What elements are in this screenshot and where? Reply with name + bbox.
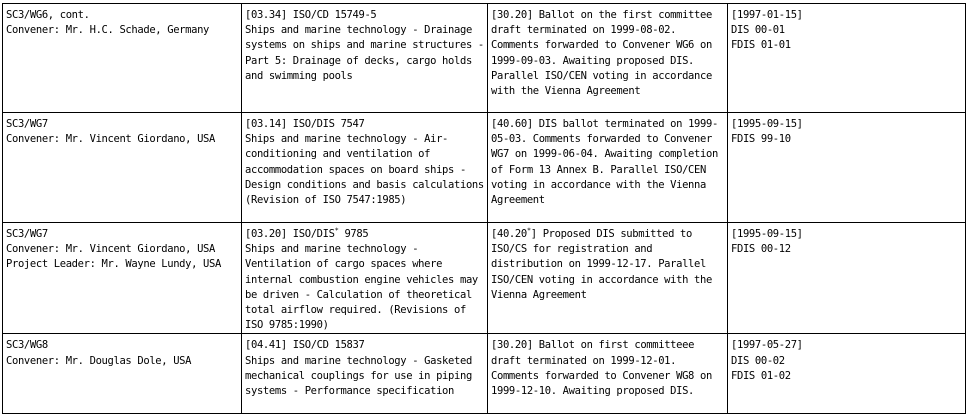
target-date: FDIS 01-01 (731, 39, 791, 52)
committee-name: SC3/WG6, cont. (6, 9, 90, 21)
stage-code: [03.14] (245, 118, 287, 130)
committee-cell (3, 334, 242, 414)
status-code: [40.60] (491, 118, 533, 130)
table-row (3, 223, 966, 334)
target-date: FDIS 00-12 (731, 243, 791, 256)
target-date: FDIS 01-02 (731, 369, 791, 382)
status-cell (488, 223, 728, 334)
standard-reference (245, 227, 484, 242)
document-number: ISO/CD 15749-5 (292, 9, 377, 21)
status-line: ISO/CEN voting in accordance with the (491, 273, 712, 286)
target-date: FDIS 99-10 (731, 133, 791, 146)
document-number: ISO/DIS (292, 228, 335, 240)
standard-reference (245, 338, 484, 353)
standard-title-line: systems - Performance specification (245, 385, 455, 398)
status-cell (488, 4, 728, 113)
status-line: Agreement (491, 194, 545, 207)
status-code-close: ] (530, 228, 537, 240)
status-line: with the Vienna Agreement (491, 85, 641, 98)
registration-date: [1997-05-27] (731, 339, 803, 352)
dates-cell (728, 223, 966, 334)
standard-title-line: Ventilation of cargo spaces where (245, 258, 443, 271)
standard-cell (242, 334, 488, 414)
status-line: distribution on 1999-12-17. Parallel (491, 258, 706, 271)
standard-title-line: conditioning and ventilation of (245, 148, 431, 161)
stage-code: [03.20] (245, 228, 287, 240)
status-line: voting in accordance with the Vienna (491, 178, 706, 191)
target-date: DIS 00-02 (731, 354, 785, 367)
status-first-line (491, 8, 724, 23)
standard-title-line: mechanical couplings for use in piping (245, 369, 472, 382)
standard-reference (245, 117, 484, 132)
standard-title-line: and swimming pools (245, 69, 353, 82)
standard-title-line: total airflow required. (Revisions of (245, 304, 466, 317)
committee-name: SC3/WG8 (6, 339, 48, 352)
standard-title-line: Ships and marine technology - Drainage (245, 24, 472, 37)
project-leader-name: Project Leader: Mr. Wayne Lundy, USA (6, 258, 221, 271)
standard-title-line: Part 5: Drainage of decks, cargo holds (245, 54, 472, 67)
status-line: Comments forwarded to Convener WG6 on (491, 39, 712, 52)
convener-name: Convener: Mr. Vincent Giordano, USA (6, 133, 216, 146)
status-cell (488, 334, 728, 414)
status-code: [30.20] (491, 9, 533, 21)
convener-name: Convener: Mr. Douglas Dole, USA (6, 354, 192, 367)
standard-title-line: Ships and marine technology - (245, 243, 419, 256)
status-line: Comments forwarded to Convener WG8 on (491, 369, 712, 382)
standard-title-line: Design conditions and basis calculations (245, 178, 484, 191)
status-line: ISO/CS for registration and (491, 243, 653, 256)
convener-name: Convener: Mr. Vincent Giordano, USA (6, 243, 216, 256)
status-text: Ballot on first committeee (538, 339, 695, 352)
status-text: DIS ballot terminated on 1999- (538, 118, 718, 130)
standard-reference (245, 8, 484, 23)
committee-cell (3, 4, 242, 113)
dates-cell (728, 4, 966, 113)
status-line: draft terminated on 1999-12-01. (491, 354, 677, 367)
standard-title-line: systems on ships and marine structures - (245, 39, 484, 52)
table-row (3, 113, 966, 223)
document-number: ISO/DIS 7547 (292, 118, 365, 130)
committee-cell (3, 223, 242, 334)
registration-date: [1997-01-15] (731, 9, 803, 21)
standard-title-line: (Revision of ISO 7547:1985) (245, 194, 407, 207)
standard-cell (242, 113, 488, 223)
status-line: Parallel ISO/CEN voting in accordance (491, 69, 712, 82)
stage-code: [04.41] (245, 339, 287, 352)
dates-cell (728, 334, 966, 414)
status-line: draft terminated on 1999-08-02. (491, 24, 677, 37)
status-line: Vienna Agreement (491, 288, 587, 301)
convener-name: Convener: Mr. H.C. Schade, Germany (6, 24, 210, 37)
standard-title-line: be driven - Calculation of theoretical (245, 288, 472, 301)
standard-title-line: Ships and marine technology - Air- (245, 133, 449, 146)
table-row (3, 334, 966, 414)
stage-code: [03.34] (245, 9, 287, 21)
status-line: WG7 on 1999-06-04. Awaiting completion (491, 148, 718, 161)
status-text: Ballot on the first committee (538, 9, 712, 21)
status-code: [30.20] (491, 339, 533, 352)
dates-cell (728, 113, 966, 223)
status-first-line (491, 227, 724, 242)
standard-title-line: internal combustion engine vehicles may (245, 273, 478, 286)
table-row (3, 4, 966, 113)
footnote-marker: * (526, 226, 531, 235)
status-line: of Form 13 Annex B. Parallel ISO/CEN (491, 163, 706, 176)
registration-date: [1995-09-15] (731, 118, 803, 130)
standard-cell (242, 4, 488, 113)
status-first-line (491, 117, 724, 132)
committee-name: SC3/WG7 (6, 228, 48, 240)
standard-cell (242, 223, 488, 334)
standard-title-line: Ships and marine technology - Gasketed (245, 354, 472, 367)
standard-title-line: ISO 9785:1990) (245, 319, 329, 332)
status-text: Proposed DIS submitted to (542, 228, 692, 240)
status-cell (488, 113, 728, 223)
status-line: 1999-09-03. Awaiting proposed DIS. (491, 54, 695, 67)
status-line: 05-03. Comments forwarded to Convener (491, 133, 712, 146)
footnote-marker: * (334, 226, 339, 235)
status-code: [40.20 (491, 228, 527, 240)
work-programme-table (2, 3, 966, 414)
document-number: ISO/CD 15837 (292, 339, 365, 352)
status-line: 1999-12-10. Awaiting proposed DIS. (491, 385, 695, 398)
document-number-tail: 9785 (338, 228, 369, 240)
target-date: DIS 00-01 (731, 24, 785, 37)
committee-cell (3, 113, 242, 223)
committee-name: SC3/WG7 (6, 118, 48, 130)
registration-date: [1995-09-15] (731, 228, 803, 240)
status-first-line (491, 338, 724, 353)
standard-title-line: accommodation spaces on board ships - (245, 163, 466, 176)
